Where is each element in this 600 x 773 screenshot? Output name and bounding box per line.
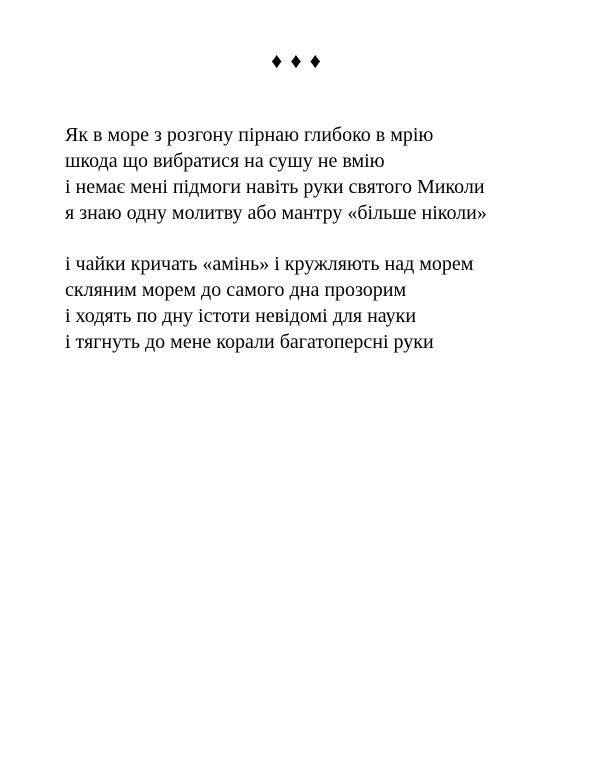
poem-line: і ходять по дну істоти невідомі для науки [65, 305, 417, 327]
poem-body [65, 122, 585, 380]
section-ornament: ♦♦♦ [271, 48, 329, 73]
stanza-2 [65, 251, 585, 355]
poem-line: і немає мені підмоги навіть руки святого Миколи [65, 176, 485, 198]
poem-line: і тягнуть до мене корали багатоперсні руки [65, 331, 434, 353]
poem-line: шкода що вибратися на сушу не вмію [65, 150, 385, 172]
stanza-1 [65, 122, 585, 226]
poem-line: Як в море з розгону пірнаю глибоко в мрію [65, 124, 434, 146]
poem-line: скляним морем до самого дна прозорим [65, 279, 407, 301]
poem-line: і чайки кричать «амінь» і кружляють над морем [65, 253, 474, 275]
poem-line: я знаю одну молитву або мантру «більше ніколи» [65, 202, 487, 224]
